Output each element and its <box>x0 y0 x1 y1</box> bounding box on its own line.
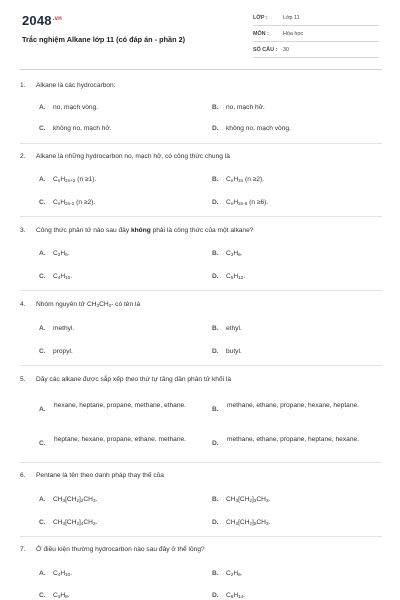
question-divider <box>20 143 382 144</box>
question-divider <box>20 365 382 366</box>
logo[interactable]: $2048^{.vn}$ <box>22 13 63 28</box>
question-text: 2. Alkane là những hydrocarbon no, mạch hở, có công thức chung là <box>20 153 230 160</box>
question-divider <box>20 462 382 463</box>
option-c[interactable]: C. không no, mạch hở. <box>39 125 112 132</box>
option-a[interactable]: A. $C_4H_{10}$. <box>39 570 73 577</box>
meta-value: Hóa học <box>283 31 304 37</box>
meta-label: LỚP : <box>253 15 268 21</box>
question-divider <box>20 216 382 217</box>
option-d[interactable]: D. $C_nH_{2n-6}$ (n ≥6). <box>212 199 269 206</box>
meta-value: 30 <box>283 47 289 53</box>
option-b[interactable]: B. $CH_3[CH_2]_3CH_3$. <box>212 496 271 503</box>
option-a[interactable]: A. $C_nH_{2n+2}$ (n ≥1). <box>39 176 97 183</box>
question-divider <box>20 290 382 291</box>
option-d[interactable]: D. $C_6H_{14}$. <box>212 592 246 599</box>
option-a[interactable]: A. methyl. <box>39 325 75 332</box>
question-text: 1. Alkane là các hydrocarbon: <box>20 82 116 89</box>
meta-count <box>253 45 379 58</box>
option-b[interactable]: B. $C_nH_{2n}$ (n ≥2). <box>212 176 265 183</box>
meta-label: SỐ CÂU : <box>253 47 278 53</box>
question-text: 6. Pentane là tên theo danh pháp thay thế của <box>20 472 164 479</box>
option-d[interactable]: D. $C_5H_{12}$. <box>212 273 246 280</box>
option-b[interactable]: B. ethyl. <box>212 325 242 332</box>
option-a[interactable]: A. no, mạch vòng. <box>39 104 99 111</box>
page-title: Trắc nghiệm Alkane lớp 11 (có đáp án - phần 2) <box>22 35 186 44</box>
option-b[interactable]: B. $C_3H_6$. <box>212 250 243 257</box>
question-text: 3. Công thức phân tử nào sau đây không phải là công thức của một alkane? <box>20 227 254 234</box>
header <box>0 0 400 66</box>
option-a[interactable]: A. $C_2H_6$. <box>39 250 70 257</box>
option-b[interactable]: B. $C_2H_6$. <box>212 570 243 577</box>
option-d[interactable]: D. $CH_3[CH_2]_5CH_3$. <box>212 519 271 526</box>
option-b[interactable]: B. no, mạch hở. <box>212 104 265 111</box>
option-a[interactable]: A. $CH_3[CH_2]_2CH_3$. <box>39 496 98 503</box>
option-c[interactable]: C. $CH_3[CH_2]_4CH_3$. <box>39 519 98 526</box>
question-text: 5. Dãy các alkane được sắp xếp theo thứ tự tăng dần phân tử khối là <box>20 376 231 383</box>
header-divider <box>20 69 382 70</box>
meta-subject <box>253 29 379 42</box>
logo-suffix: .vn <box>52 15 63 22</box>
option-c[interactable]: C. propyl. <box>39 348 73 355</box>
meta-grade <box>253 13 379 26</box>
page: $2048^{.vn}$ Trắc nghiệm Alkane lớp 11 (có đáp án - phần 2) LỚP : Lớp 11 MÔN : Hóa học SỐ CÂU : 30 1. Alkane là các hydrocarbon: A. no, mạch vòng. B. no, mạch hở. C. không no, mạch hở. D. không no, mạch vòng. 2. Alkane là những hydrocarbon no, mạch hở, có công thức chung là A. $C_nH_{2n+2}$ (n ≥1). B. $C_nH_{2n}$ (n ≥2). C. $C_nH_{2n-2}$ (n ≥2). D. $C_nH_{2n-6}$ (n ≥6). 3. Công thức phân tử nào sau đây không phải là công thức của một alkane? A. $C_2H_6$. B. $C_3H_6$. C. $C_4H_{10}$. D. $C_5H_{12}$. 4. Nhóm nguyên tử $CH_3CH_2-$ có tên là A. methyl. B. ethyl. C. propyl. D. butyl. 5. Dãy các alkane được sắp xếp theo thứ tự tăng dần phân tử khối là A. hexane, heptane, propane, methane, ethane. B. methane, ethane, propane, hexane, heptane. C. heptane, hexane, propane, ethane, methane. D. methane, ethane, propane, heptane, hexane. 6. Pentane là tên theo danh pháp thay thế của A. $CH_3[CH_2]_2CH_3$. B. $CH_3[CH_2]_3CH_3$. C. $CH_3[CH_2]_4CH_3$. D. $CH_3[CH_2]_5CH_3$. 7. Ở điều kiện thường hydrocarbon nào sau đây ở thể lỏng? A. $C_4H_{10}$. B. $C_2H_6$. C. $C_3H_8$. D. $C_6H_{14}$. <box>0 0 400 600</box>
question-text: 7. Ở điều kiện thường hydrocarbon nào sau đây ở thể lỏng? <box>20 546 205 553</box>
option-d[interactable]: D. butyl. <box>212 348 242 355</box>
question-divider <box>20 536 382 537</box>
option-c[interactable]: C. $C_3H_8$. <box>39 592 70 599</box>
option-c[interactable]: C. $C_nH_{2n-2}$ (n ≥2). <box>39 199 96 206</box>
option-c[interactable]: C. $C_4H_{10}$. <box>39 273 73 280</box>
option-d[interactable]: D. không no, mạch vòng. <box>212 125 291 132</box>
question-text: 4. Nhóm nguyên tử $CH_3CH_2-$ có tên là <box>20 301 141 308</box>
meta-value: Lớp 11 <box>283 15 300 21</box>
meta-label: MÔN : <box>253 31 269 37</box>
